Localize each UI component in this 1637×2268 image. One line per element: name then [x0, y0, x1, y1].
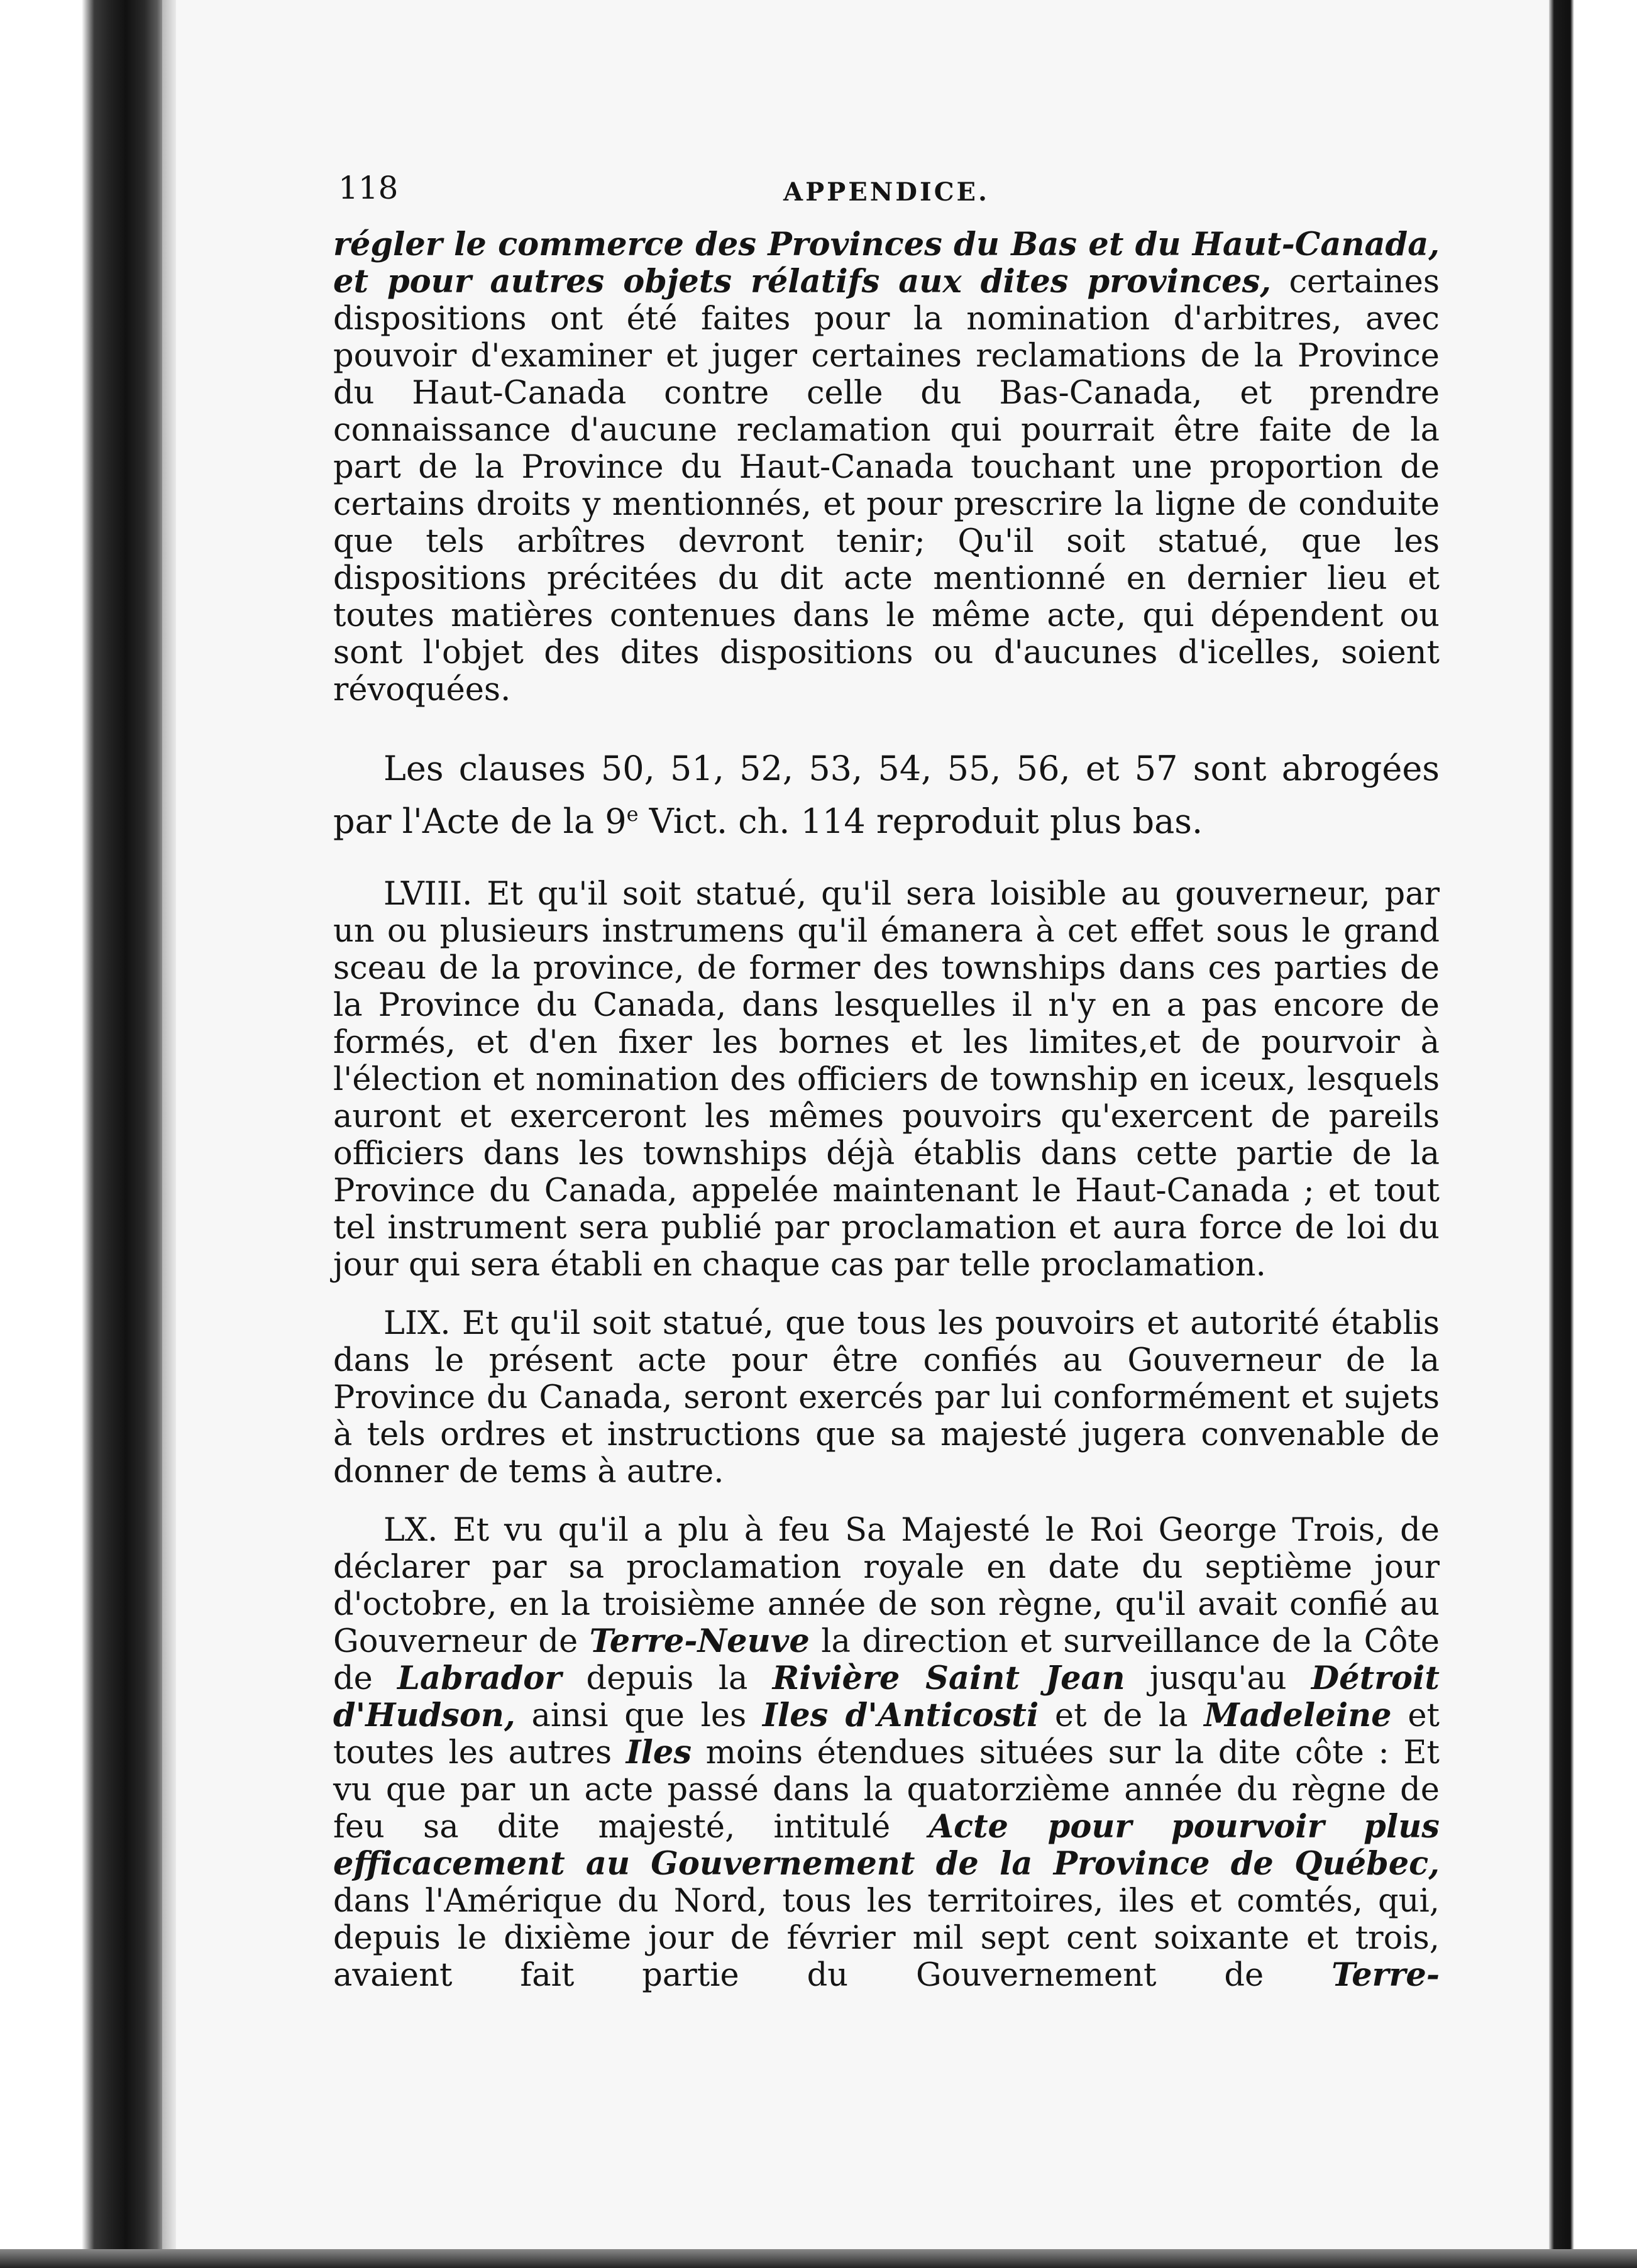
place-name: Iles — [626, 1734, 692, 1771]
place-name: Iles d'Anticosti — [763, 1697, 1039, 1734]
place-name: Rivière Saint Jean — [772, 1660, 1125, 1697]
note-text: Les clauses 50, 51, 52, 53, 54, 55, 56, et 57 sont abrogées par l'Acte de la 9 — [333, 749, 1440, 841]
book-binding-left — [0, 0, 163, 2268]
page-number: 118 — [338, 170, 399, 206]
continuation-paragraph — [333, 226, 1440, 708]
page-edge — [162, 0, 176, 2268]
clause-60-text: ainsi que les — [515, 1697, 763, 1734]
place-name: Détroit d'Hudson, — [333, 1660, 1440, 1734]
page-content — [333, 170, 1440, 1994]
clause-60-text: depuis la — [561, 1660, 773, 1697]
clause-60-text: jusqu'au — [1125, 1660, 1311, 1697]
running-head: APPENDICE. — [783, 177, 989, 207]
clause-60-label: LX. — [383, 1512, 438, 1549]
clause-60-text: dans l'Amérique du Nord, tous les territoires, iles et comtés, qui, depuis le dixième jour de février mil sept cent soixante et trois, avaient fait partie du Gouvernement de — [333, 1883, 1440, 1994]
clause-58-label: LVIII. — [383, 876, 473, 913]
clause-60-text: et toutes les autres — [333, 1697, 1440, 1771]
abrogation-note — [333, 746, 1440, 844]
clause-60 — [333, 1512, 1440, 1994]
note-text-end: Vict. ch. 114 reproduit plus bas. — [638, 801, 1203, 841]
note-superscript: e — [626, 802, 639, 826]
clause-60-text: Et vu qu'il a plu à feu Sa Majesté le Roi George Trois, de déclarer par sa proclamation royale en date du septième jour d'octobre, en la troisième année de son règne, qu'il avait confié au Gouverneur de — [333, 1512, 1440, 1660]
clause-59 — [333, 1305, 1440, 1490]
act-title: Acte pour pourvoir plus efficacement au Gouvernement de la Province de Québec, — [333, 1808, 1440, 1883]
page-header — [333, 170, 1440, 226]
continuation-text: certaines dispositions ont été faites pour la nomination d'arbitres, avec pouvoir d'examiner et juger certaines reclamations de la Province du Haut-Canada contre celle du Bas-Canada, et prendre connaissance d'aucune reclamation qui pourrait être faite de la part de la Province du Haut-Canada touchant une proportion de certains droits y mentionnés, et pour prescrire la ligne de conduite que tels arbîtres devront tenir; Qu'il soit statué, que les dispositions précitées du dit acte mentionné en dernier lieu et toutes matières contenues dans le même acte, qui dépendent ou sont l'objet des dites dispositions ou d'aucunes d'icelles, soient révoquées. — [333, 263, 1440, 708]
clause-59-text: Et qu'il soit statué, que tous les pouvoirs et autorité établis dans le présent acte pour être confiés au Gouverneur de la Province du Canada, seront exercés par lui conformément et sujets à tels ordres et instructions que sa majesté jugera convenable de donner de tems à autre. — [333, 1305, 1440, 1490]
clause-58 — [333, 876, 1440, 1284]
clause-60-text: et de la — [1039, 1697, 1204, 1734]
place-name: Terre-Neuve — [589, 1622, 810, 1660]
place-name: Terre- — [1331, 1956, 1440, 1994]
place-name: Labrador — [397, 1660, 562, 1697]
clause-60-text: moins étendues situées sur la dite côte : Et vu que par un acte passé dans la quatorzième année du règne de feu sa dite majesté, intitulé — [333, 1734, 1440, 1846]
clause-59-label: LIX. — [383, 1305, 451, 1342]
clause-60-text: la direction et surveillance de la Côte de — [333, 1623, 1440, 1697]
book-binding-right — [1549, 0, 1637, 2268]
act-title-continuation: régler le commerce des Provinces du Bas et du Haut-Canada, et pour autres objets rélatifs aux dites provinces, — [333, 226, 1440, 300]
scan-bottom-edge — [0, 2249, 1637, 2268]
page — [176, 0, 1549, 2249]
clause-58-text: Et qu'il soit statué, qu'il sera loisible au gouverneur, par un ou plusieurs instrumens qu'il émanera à cet effet sous le grand sceau de la province, de former des townships dans ces parties de la Province du Canada, dans lesquelles il n'y en a pas encore de formés, et d'en fixer les bornes et les limites,et de pourvoir à l'élection et nomination des officiers de township en iceux, lesquels auront et exerceront les mêmes pouvoirs qu'exercent de pareils officiers dans les townships déjà établis dans cette partie de la Province du Canada, appelée maintenant le Haut-Canada ; et tout tel instrument sera publié par proclamation et aura force de loi du jour qui sera établi en chaque cas par telle proclamation. — [333, 876, 1440, 1284]
place-name: Madeleine — [1204, 1697, 1392, 1734]
